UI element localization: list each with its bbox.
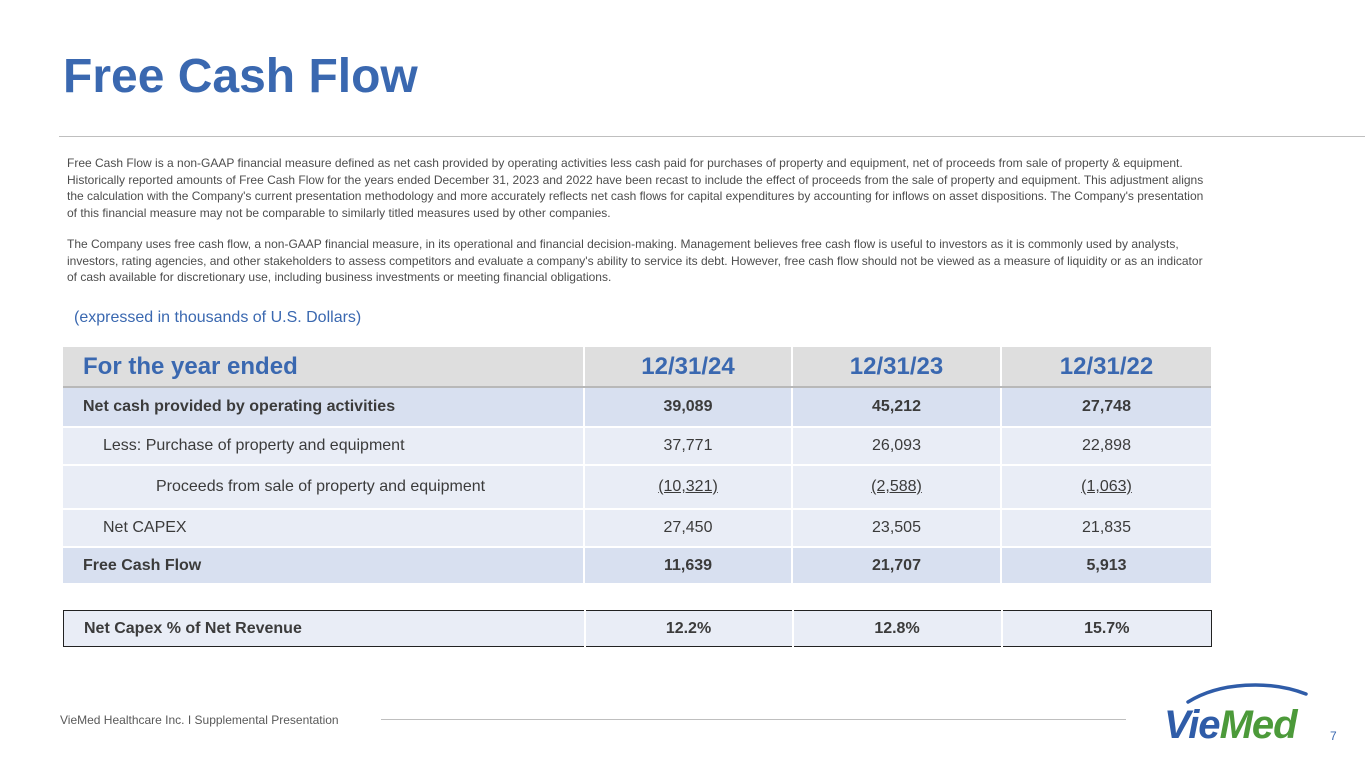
- description-block: [67, 155, 1207, 286]
- table-row: [63, 427, 1211, 465]
- table-row: [63, 509, 1211, 547]
- ratio-label: Net Capex % of Net Revenue: [64, 611, 585, 647]
- table-cell: 37,771: [584, 427, 792, 465]
- row-label: Free Cash Flow: [63, 547, 584, 583]
- row-label: Proceeds from sale of property and equipment: [63, 465, 584, 509]
- table-cell: 12.2%: [585, 611, 793, 647]
- header-year-2023: 12/31/23: [792, 347, 1001, 387]
- table-cell: (10,321): [658, 478, 718, 495]
- table-cell: 22,898: [1001, 427, 1211, 465]
- svg-text:VieMed: [1164, 703, 1299, 744]
- header-label: For the year ended: [63, 347, 584, 387]
- table-cell: 21,707: [792, 547, 1001, 583]
- table-cell: 39,089: [584, 387, 792, 427]
- viemed-logo: [1160, 680, 1310, 744]
- row-label: Net cash provided by operating activities: [63, 387, 584, 427]
- table-cell: 27,450: [584, 509, 792, 547]
- table-cell: (1,063): [1081, 478, 1132, 495]
- table-cell: (2,588): [871, 478, 922, 495]
- logo-swoosh: [1188, 685, 1306, 702]
- table-cell: 23,505: [792, 509, 1001, 547]
- slide-title: Free Cash Flow: [63, 50, 418, 103]
- row-label: Net CAPEX: [63, 509, 584, 547]
- header-year-2024: 12/31/24: [584, 347, 792, 387]
- table-cell: 21,835: [1001, 509, 1211, 547]
- description-paragraph: Free Cash Flow is a non-GAAP financial measure defined as net cash provided by operating activities less cash paid for purchases of property and equipment, net of proceeds from sale of property & equipment. Historically reported amounts of Free Cash Flow for the years ended December 31, 2023 and 2022 have been recast to include the effect of proceeds from the sale of property and equipment. This adjustment aligns the calculation with the Company's current presentation methodology and more accurately reflects net cash flows for capital expenditures by accounting for inflows on asset dispositions. The Company's presentation of this financial measure may not be comparable to similarly titled measures used by other companies.: [67, 156, 1204, 220]
- title-divider: [59, 136, 1365, 137]
- table-cell: 12.8%: [793, 611, 1002, 647]
- footer-text: VieMed Healthcare Inc. I Supplemental Presentation: [60, 713, 339, 727]
- table-cell: 15.7%: [1002, 611, 1212, 647]
- logo-text-med: Med: [1219, 703, 1297, 744]
- table-cell: 27,748: [1001, 387, 1211, 427]
- logo-text-vie: Vie: [1164, 703, 1220, 744]
- ratio-row: [64, 611, 1212, 647]
- capex-ratio-table: [63, 610, 1212, 647]
- description-paragraph: The Company uses free cash flow, a non-GAAP financial measure, in its operational and financial decision-making. Management believes free cash flow is useful to investors as it is commonly used by analysts, investors, rating agencies, and other stakeholders to assess competitors and evaluate a company's ability to service its debt. However, free cash flow should not be viewed as a measure of liquidity or as an indicator of cash available for discretionary use, including business investments or meeting financial obligations.: [67, 237, 1203, 284]
- table-row: [63, 387, 1211, 427]
- header-year-2022: 12/31/22: [1001, 347, 1211, 387]
- free-cash-flow-table: [63, 347, 1211, 583]
- table-row: [63, 465, 1211, 509]
- table-cell: 11,639: [584, 547, 792, 583]
- table-row: [63, 547, 1211, 583]
- table-header-row: [63, 347, 1211, 387]
- row-label: Less: Purchase of property and equipment: [63, 427, 584, 465]
- table-cell: 5,913: [1001, 547, 1211, 583]
- page-number: 7: [1330, 729, 1337, 743]
- footer-divider: [381, 719, 1126, 720]
- units-note: (expressed in thousands of U.S. Dollars): [74, 309, 362, 326]
- table-cell: 26,093: [792, 427, 1001, 465]
- table-cell: 45,212: [792, 387, 1001, 427]
